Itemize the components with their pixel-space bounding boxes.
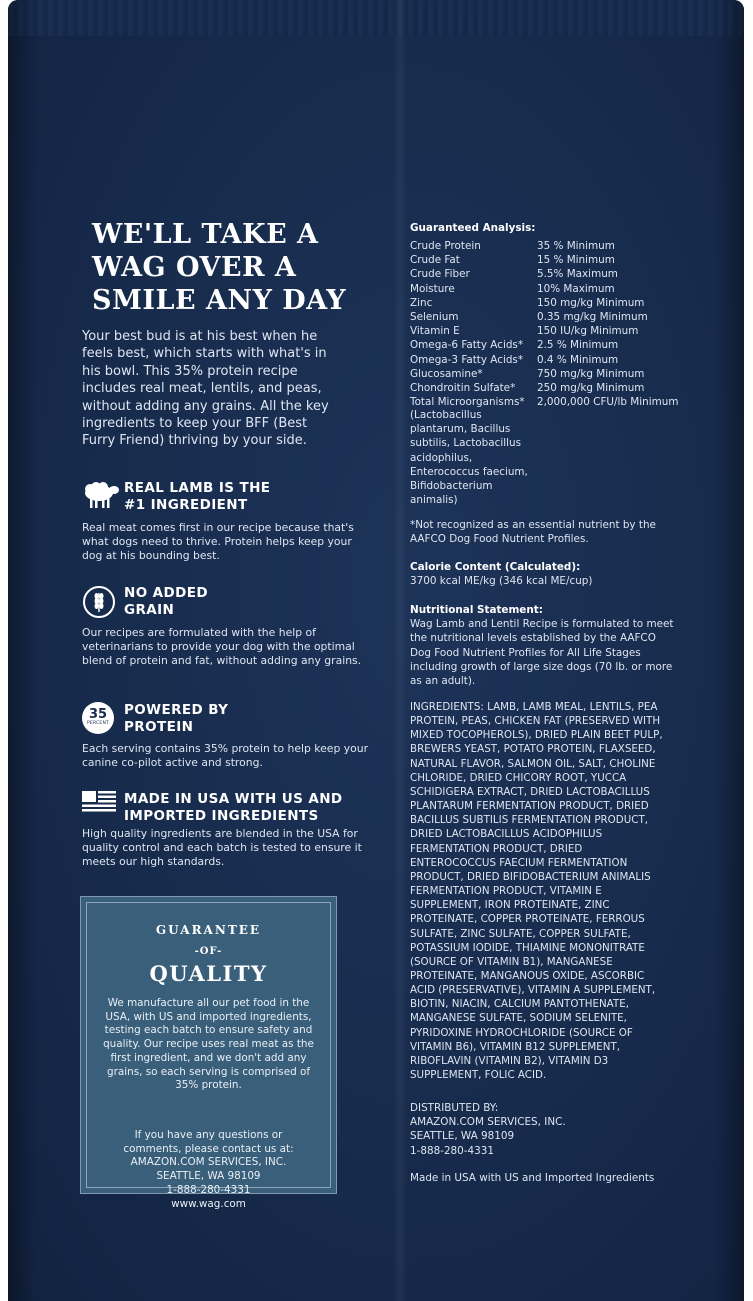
analysis-value: 0.35 mg/kg Minimum [537, 311, 648, 323]
ingredient-line: FERMENTATION PRODUCT, VITAMIN E [410, 885, 602, 898]
feature-title-line: POWERED BY [124, 702, 229, 718]
quality-seal [81, 909, 336, 991]
analysis-value: 0.4 % Minimum [537, 353, 619, 366]
analysis-value: 250 mg/kg Minimum [537, 382, 645, 394]
no-grain-icon [82, 585, 116, 619]
nutritional-statement [410, 603, 710, 688]
analysis-nutrient: Omega-3 Fatty Acids* [410, 353, 524, 366]
feature-title-line: GRAIN [124, 602, 175, 618]
headline [92, 218, 352, 317]
footnote-line: *Not recognized as an essential nutrient by the [410, 519, 656, 531]
quality-seal-top: GUARANTEE [155, 923, 262, 937]
distributor-line: DISTRIBUTED BY: [410, 1102, 499, 1114]
contact-line: If you have any questions or [134, 1129, 283, 1141]
ingredient-line: NATURAL FLAVOR, SALMON OIL, SALT, CHOLINE [410, 757, 656, 770]
feature-title-line: PROTEIN [124, 719, 194, 735]
bag-left-fold [8, 0, 38, 1301]
badge-number: 35 [88, 707, 108, 722]
feature-title [124, 585, 374, 619]
ingredient-line: VITAMIN B6), VITAMIN B12 SUPPLEMENT, [410, 1040, 621, 1053]
nutrition-title: Nutritional Statement: [410, 604, 543, 616]
bag-center-crease [393, 0, 407, 1301]
bag-right-fold [714, 0, 744, 1301]
ingredient-line: MIXED TOCOPHEROLS), DRIED PLAIN BEET PULP, [410, 729, 663, 742]
feature-real-lamb [72, 480, 372, 570]
nutrition-line: including growth of large size dogs (70 lb. or more [410, 660, 673, 673]
analysis-nutrient: Selenium [410, 311, 459, 323]
ingredient-line: SUPPLEMENT, FOLIC ACID. [410, 1069, 547, 1082]
ingredient-line: BACILLUS SUBTILIS FERMENTATION PRODUCT, [410, 814, 649, 827]
guarantee-of-quality-box [80, 896, 337, 1210]
feature-title-line: REAL LAMB IS THE [124, 480, 271, 496]
distributor-line: AMAZON.COM SERVICES, INC. [410, 1116, 566, 1129]
distributor-line: 1-888-280-4331 [410, 1144, 494, 1157]
ingredient-line: SULFATE, ZINC SULFATE, COPPER SULFATE, [410, 927, 631, 940]
intro-text: Your best bud is at his best when he feels best, which starts with what's in his bowl. This 35% protein recipe includes real meat, lentils, and peas, without adding any grains. All the key ingredients to keep your BFF (Best Furry Friend) thriving by your side. [82, 329, 329, 449]
microorganism-line: Enterococcus faecium, [410, 465, 528, 478]
nutrition-line: Dog Food Nutrient Profiles for All Life Stages [410, 646, 641, 659]
ingredient-line: PLANTARUM FERMENTATION PRODUCT, DRIED [410, 800, 649, 813]
distributor-info [410, 1101, 710, 1158]
quality-seal-title: QUALITY [149, 961, 268, 986]
quality-body: We manufacture all our pet food in the USA, with US and imported ingredients, testing each batch to ensure safety and quality. Our recipe uses real meat as the first ingredient, and we don't add any grains, so each serving is comprised of 35% protein. [103, 997, 314, 1092]
ingredient-line: INGREDIENTS: LAMB, LAMB MEAL, LENTILS, PEA [410, 701, 658, 713]
ingredient-line: PROTEINATE, MANGANOUS OXIDE, ASCORBIC [410, 969, 645, 982]
feature-made-in-usa [72, 791, 372, 881]
microorganism-line: animalis) [410, 494, 458, 507]
feature-title-line: IMPORTED INGREDIENTS [124, 808, 319, 824]
analysis-value: 150 mg/kg Minimum [537, 296, 645, 309]
calorie-title: Calorie Content (Calculated): [410, 561, 581, 573]
analysis-nutrient: Vitamin E [410, 325, 460, 338]
microorganism-list [410, 408, 710, 507]
ingredient-line: RIBOFLAVIN (VITAMIN B2), VITAMIN D3 [410, 1054, 609, 1067]
ingredient-line: SCHIDIGERA EXTRACT, DRIED LACTOBACILLUS [410, 785, 650, 798]
analysis-value: 2.5 % Minimum [537, 339, 619, 352]
microorganism-line: (Lactobacillus [410, 409, 482, 421]
microorganism-line: plantarum, Bacillus [410, 423, 511, 436]
ingredient-line: ENTEROCOCCUS FAECIUM FERMENTATION [410, 856, 628, 869]
headline-line: WE'LL TAKE A [92, 219, 319, 250]
analysis-nutrient: Total Microorganisms* [410, 396, 525, 409]
ingredient-line: BIOTIN, NIACIN, CALCIUM PANTOTHENATE, [410, 998, 629, 1011]
headline-line: SMILE ANY DAY [92, 285, 347, 316]
contact-line: AMAZON.COM SERVICES, INC. [130, 1156, 287, 1169]
analysis-nutrient: Moisture [410, 282, 455, 295]
contact-line: SEATTLE, WA 98109 [156, 1170, 261, 1183]
ingredient-line: MANGANESE SULFATE, SODIUM SELENITE, [410, 1012, 627, 1025]
nutrition-line: Wag Lamb and Lentil Recipe is formulated to meet [410, 618, 674, 631]
calorie-content [410, 560, 710, 588]
contact-line: 1-888-280-4331 [166, 1183, 251, 1196]
feature-title-line: #1 INGREDIENT [124, 497, 248, 513]
analysis-title: Guaranteed Analysis: [410, 222, 536, 234]
analysis-nutrient: Crude Fat [410, 254, 460, 267]
feature-title [124, 480, 374, 514]
analysis-value: 35 % Minimum [537, 240, 615, 252]
feature-title-line: NO ADDED [124, 585, 208, 601]
ingredient-line: PYRIDOXINE HYDROCHLORIDE (SOURCE OF [410, 1026, 633, 1039]
feature-text: High quality ingredients are blended in the USA for quality control and each batch is tested to ensure it meets our high standards. [82, 827, 362, 869]
analysis-nutrient: Crude Protein [410, 240, 481, 252]
feature-protein [72, 702, 372, 772]
microorganism-line: subtilis, Lactobacillus [410, 437, 521, 450]
ingredient-line: PRODUCT, DRIED BIFIDOBACTERIUM ANIMALIS [410, 870, 651, 883]
quality-contact [97, 1129, 320, 1211]
ingredient-line: SUPPLEMENT, IRON PROTEINATE, ZINC [410, 899, 610, 912]
contact-line: comments, please contact us at: [123, 1142, 294, 1155]
quality-seal-of: -OF- [194, 946, 223, 957]
nutrition-line: as an adult). [410, 675, 476, 688]
ingredient-line: POTASSIUM IODIDE, THIAMINE MONONITRATE [410, 941, 645, 954]
website: www.wag.com [171, 1197, 246, 1210]
analysis-value: 2,000,000 CFU/lb Minimum [537, 396, 679, 409]
ingredient-line: CHLORIDE, DRIED CHICORY ROOT, YUCCA [410, 771, 627, 784]
feature-text: Real meat comes first in our recipe because that's what dogs need to thrive. Protein helps keep your dog at his bounding best. [82, 521, 354, 563]
calorie-value: 3700 kcal ME/kg (346 kcal ME/cup) [410, 575, 593, 588]
analysis-nutrient: Omega-6 Fatty Acids* [410, 339, 524, 352]
ingredient-line: DRIED LACTOBACILLUS ACIDOPHILUS [410, 828, 603, 841]
analysis-footnote [410, 518, 710, 546]
badge-label: PERCENT [87, 721, 109, 726]
analysis-value: 15 % Minimum [537, 254, 615, 267]
ingredient-line: BREWERS YEAST, POTATO PROTEIN, FLAXSEED, [410, 743, 656, 756]
microorganism-line: acidophilus, [410, 451, 473, 464]
ingredient-line: (SOURCE OF VITAMIN B1), MANGANESE [410, 955, 613, 968]
flag-icon [82, 791, 116, 825]
analysis-nutrient: Chondroitin Sulfate* [410, 382, 516, 394]
analysis-nutrient: Crude Fiber [410, 268, 470, 281]
analysis-nutrient: Zinc [410, 296, 433, 309]
ingredient-line: PROTEINATE, COPPER PROTEINATE, FERROUS [410, 913, 645, 926]
ingredient-line: ACID (PRESERVATIVE), VITAMIN A SUPPLEMENT, [410, 984, 656, 997]
feature-text: Each serving contains 35% protein to help keep your canine co-pilot active and strong. [82, 742, 369, 770]
feature-title [124, 791, 374, 825]
distributor-line: SEATTLE, WA 98109 [410, 1130, 515, 1143]
microorganism-line: Bifidobacterium [410, 480, 493, 493]
analysis-nutrient: Glucosamine* [410, 367, 483, 380]
analysis-value: 5.5% Maximum [537, 268, 618, 281]
ingredient-line: PROTEIN, PEAS, CHICKEN FAT (PRESERVED WITH [410, 715, 661, 728]
bag-crimp-seal [8, 0, 744, 36]
feature-title-line: MADE IN USA WITH US AND [124, 791, 343, 807]
analysis-value: 10% Maximum [537, 282, 615, 295]
lamb-icon [82, 480, 116, 514]
made-in-usa-statement: Made in USA with US and Imported Ingredients [410, 1172, 655, 1184]
feature-text: Our recipes are formulated with the help of veterinarians to provide your dog with the optimal blend of protein and fat, without adding any grains. [82, 626, 362, 668]
analysis-value: 150 IU/kg Minimum [537, 325, 639, 338]
analysis-value: 750 mg/kg Minimum [537, 367, 645, 380]
ingredient-line: FERMENTATION PRODUCT, DRIED [410, 842, 583, 855]
headline-line: WAG OVER A [92, 252, 297, 283]
protein-badge-icon [82, 702, 116, 736]
nutrition-line: the nutritional levels established by the AAFCO [410, 632, 656, 645]
footnote-line: AAFCO Dog Food Nutrient Profiles. [410, 533, 589, 546]
ingredients-list [410, 700, 700, 1082]
feature-title [124, 702, 374, 736]
feature-no-grain [72, 585, 372, 685]
